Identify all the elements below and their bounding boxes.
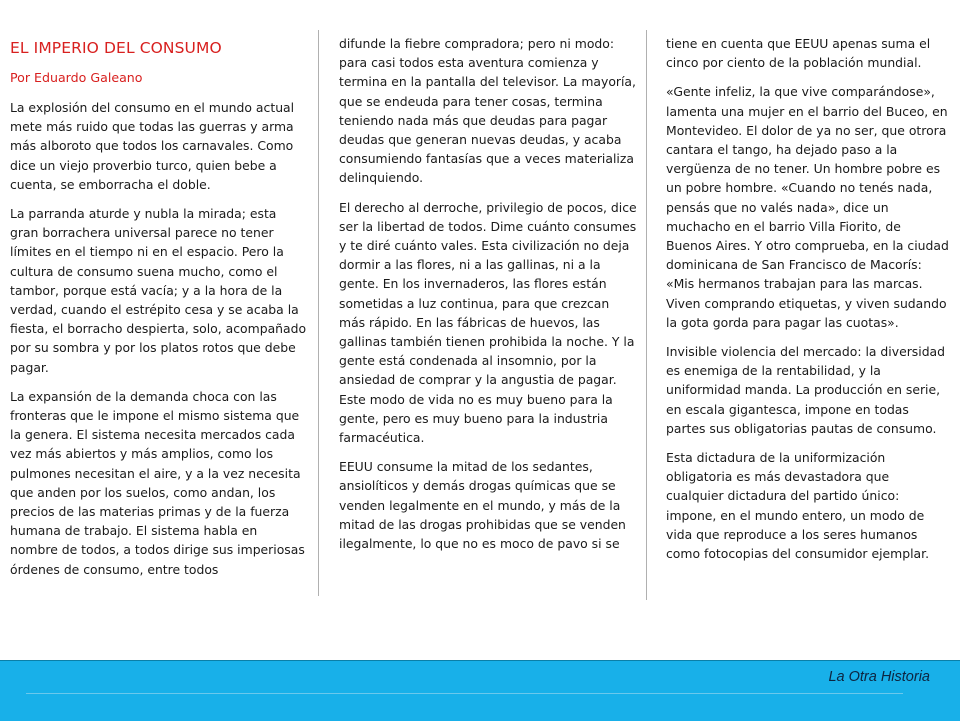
paragraph: «Gente infeliz, la que vive comparándose», lamenta una mujer en el barrio del Buceo, en Montevideo. El dolor de ya no ser, que otrora cantara el tango, ha dejado paso a la vergüenza de no tener. Un hombre pobre es un pobre hombre. «Cuando no tenés nada, pensás que no valés nada», dice un muchacho en el barrio Villa Fiorito, de Buenos Aires. Y otro comprueba, en la ciudad dominicana de San Francisco de Macorís: «Mis hermanos trabajan para las marcas. Viven comprando etiquetas, y viven sudando la gota gorda para pagar las cuotas». [666,84,949,330]
paragraph: difunde la fiebre compradora; pero ni modo: para casi todos esta aventura comienza y termina en la pantalla del televisor. La mayoría, que se endeuda para tener cosas, termina teniendo nada más que deudas para pagar deudas que generan nuevas deudas, y acaba consumiendo fantasías que a veces materializa delinquiendo. [339,36,636,186]
paragraph: tiene en cuenta que EEUU apenas suma el cinco por ciento de la población mundial. [666,36,931,71]
paragraph: EEUU consume la mitad de los sedantes, ansiolíticos y demás drogas químicas que se venden legalmente en el mundo, y más de la mitad de las drogas prohibidas que se venden ilegalmente, lo que no es moco de pavo si se [339,459,626,552]
column-divider [318,30,319,596]
column-3 [656,34,960,660]
paragraph: Esta dictadura de la uniformización obligatoria es más devastadora que cualquier dictadura del partido único: impone, en el mundo entero, un modo de vida que reproduce a los seres humanos como fotocopias del consumidor ejemplar. [666,450,930,562]
footer-divider [26,693,903,694]
column-divider [646,30,647,600]
paragraph: El derecho al derroche, privilegio de pocos, dice ser la libertad de todos. Dime cuánto consumes y te diré cuánto vales. Esta civilización no deja dormir a las flores, ni a las gallinas, ni a la gente. En los invernaderos, las flores están sometidas a luz continua, para que crezcan más rápido. En las fábricas de huevos, las gallinas también tienen prohibida la noche. Y la gente está condenada al insomnio, por la ansiedad de comprar y la angustia de pagar. Este modo de vida no es muy bueno para la gente, pero es muy bueno para la industria farmacéutica. [339,199,637,446]
article-title: EL IMPERIO DEL CONSUMO [10,39,222,57]
paragraph: La explosión del consumo en el mundo actual mete más ruido que todas las guerras y arma más alboroto que todos los carnavales. Como dice un viejo proverbio turco, quien bebe a cuenta, se emborracha el doble. [10,100,295,192]
column-2 [329,34,647,660]
paragraph: La parranda aturde y nubla la mirada; esta gran borrachera universal parece no tener límites en el tiempo ni en el espacio. Pero la cultura de consumo suena mucho, como el tambor, porque está vacía; y a la hora de la verdad, cuando el estrépito cesa y se acaba la fiesta, el borracho despierta, solo, acompañado por su sombra y por los platos rotos que debe pagar. [10,206,307,375]
article-author: Por Eduardo Galeano [10,70,143,85]
footer-label: La Otra Historia [828,669,930,685]
paragraph: La expansión de la demanda choca con las fronteras que le impone el mismo sistema que la genera. El sistema necesita mercados cada vez más abiertos y más amplios, como los pulmones necesitan el aire, y a la vez necesita que anden por los suelos, como andan, los precios de las materias primas y de la fuerza humana de trabajo. El sistema habla en nombre de todos, a todos dirige sus imperiosas órdenes de consumo, entre todos [10,388,305,577]
paragraph: Invisible violencia del mercado: la diversidad es enemiga de la rentabilidad, y la uniformidad manda. La producción en serie, en escala gigantesca, impone en todas partes sus obligatorias pautas de consumo. [666,344,946,436]
footer-bar [0,660,960,721]
column-1 [0,34,318,660]
